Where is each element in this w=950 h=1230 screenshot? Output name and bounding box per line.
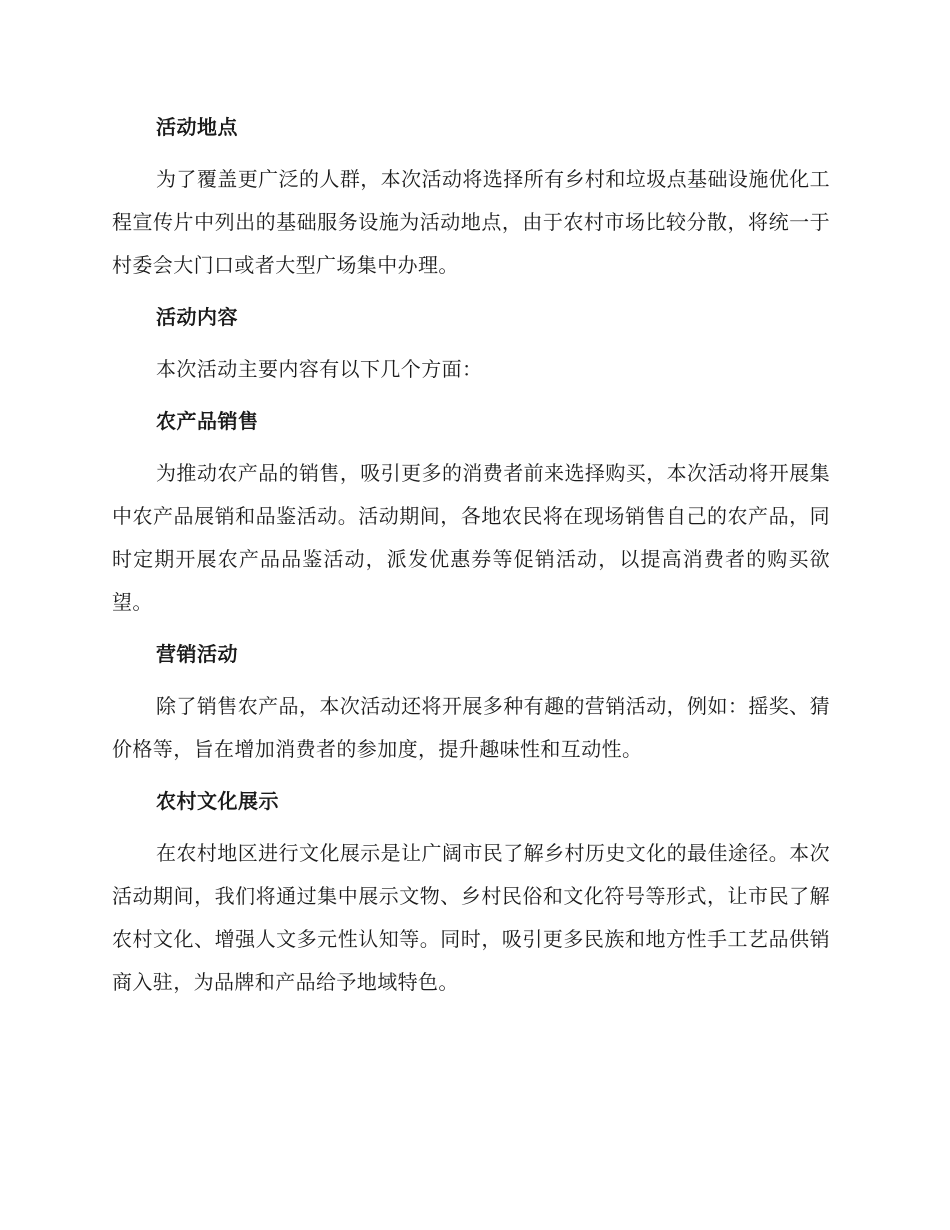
paragraph: 为推动农产品的销售，吸引更多的消费者前来选择购买，本次活动将开展集中农产品展销和品鉴活动。活动期间，各地农民将在现场销售自己的农产品，同时定期开展农产品品鉴活动，派发优惠券等促销活动，以提高消费者的购买欲望。	[112, 461, 830, 614]
paragraph: 为了覆盖更广泛的人群，本次活动将选择所有乡村和垃圾点基础设施优化工程宣传片中列出的基础服务设施为活动地点，由于农村市场比较分散，将统一于村委会大门口或者大型广场集中办理。	[112, 167, 830, 277]
section-agri-sales	[112, 400, 830, 624]
section-content	[112, 296, 830, 391]
section-heading: 营销活动	[156, 642, 238, 666]
section-culture	[112, 780, 830, 1004]
section-location	[112, 106, 830, 287]
section-heading: 农产品销售	[156, 409, 259, 433]
section-marketing	[112, 633, 830, 771]
section-heading: 活动地点	[156, 115, 238, 139]
section-heading: 活动内容	[156, 305, 238, 329]
document-page	[112, 106, 830, 1013]
paragraph: 除了销售农产品，本次活动还将开展多种有趣的营销活动，例如：摇奖、猜价格等，旨在增加消费者的参加度，提升趣味性和互动性。	[112, 694, 830, 761]
paragraph: 在农村地区进行文化展示是让广阔市民了解乡村历史文化的最佳途径。本次活动期间，我们将通过集中展示文物、乡村民俗和文化符号等形式，让市民了解农村文化、增强人文多元性认知等。同时，吸引更多民族和地方性手工艺品供销商入驻，为品牌和产品给予地域特色。	[112, 841, 830, 994]
section-heading: 农村文化展示	[156, 789, 279, 813]
paragraph: 本次活动主要内容有以下几个方面：	[156, 357, 483, 381]
